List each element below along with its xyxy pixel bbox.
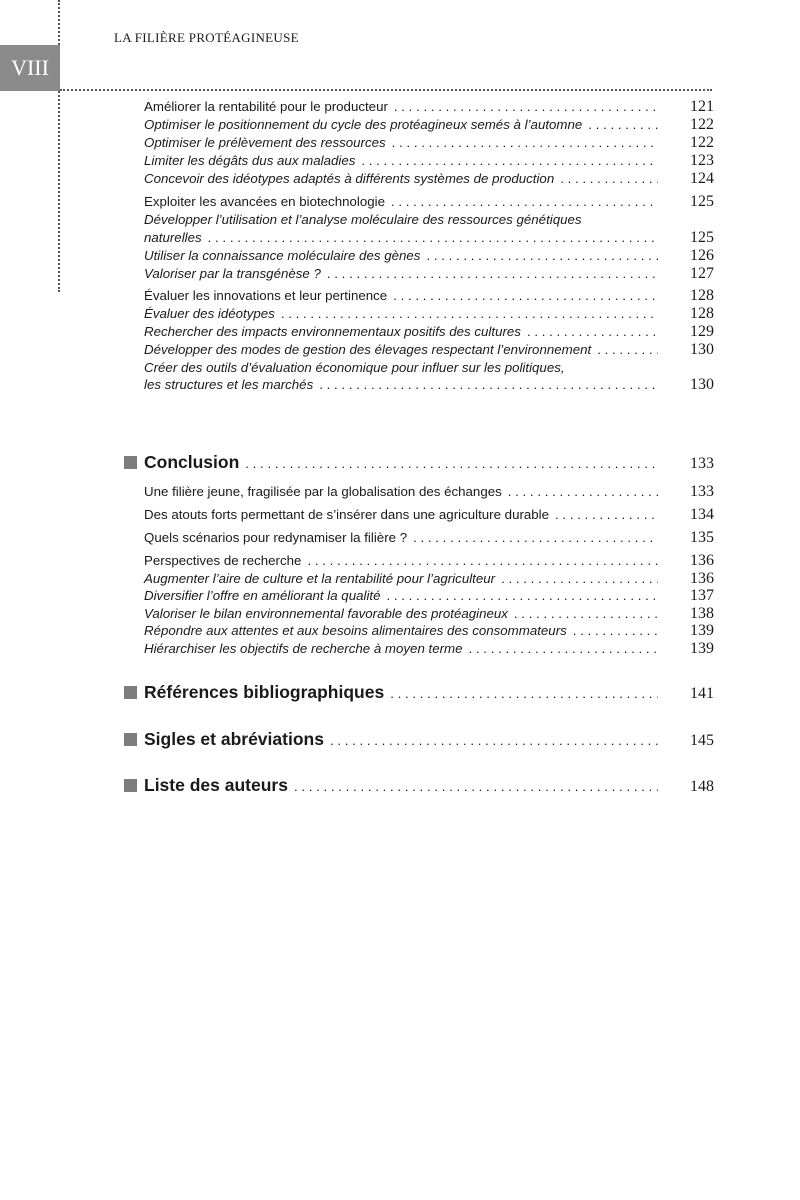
toc-section-references[interactable]: Références bibliographiques . . . 141 <box>124 682 714 703</box>
running-title: LA FILIÈRE PROTÉAGINEUSE <box>114 30 299 45</box>
toc-entry[interactable]: Perspectives de recherche . . . 136 <box>144 552 714 570</box>
toc-entry[interactable]: Rechercher des impacts environnementaux positifs des cultures . . . 129 <box>144 323 714 341</box>
toc-entry[interactable]: Évaluer des idéotypes . . . 128 <box>144 305 714 323</box>
square-bullet-icon <box>124 779 137 792</box>
toc-entry[interactable]: Limiter les dégâts dus aux maladies . . . 123 <box>144 152 714 170</box>
toc-entry-first-line: Créer des outils d’évaluation économique pour influer sur les politiques, <box>144 360 565 375</box>
toc-entry[interactable]: Valoriser par la transgénèse ? . . . 127 <box>144 265 714 283</box>
toc-entry[interactable]: Exploiter les avancées en biotechnologie . . . 125 <box>144 193 714 211</box>
square-bullet-icon <box>124 733 137 746</box>
toc-entry[interactable]: Augmenter l’aire de culture et la rentabilité pour l’agriculteur . . . 136 <box>144 570 714 588</box>
toc-entry[interactable]: Quels scénarios pour redynamiser la filière ? . . . 135 <box>144 529 714 547</box>
toc-entry[interactable]: Améliorer la rentabilité pour le producteur . . . 121 <box>144 98 714 116</box>
toc-entry[interactable]: Des atouts forts permettant de s’insérer dans une agriculture durable . . . 134 <box>144 506 714 524</box>
toc-entry[interactable]: naturelles . . . 125 <box>144 229 714 247</box>
toc-entry[interactable]: les structures et les marchés . . . 130 <box>144 376 714 394</box>
toc-section-abbreviations[interactable]: Sigles et abréviations . . . 145 <box>124 729 714 750</box>
margin-dotted-rule <box>58 0 60 292</box>
toc-section-authors[interactable]: Liste des auteurs . . . 148 <box>124 775 714 796</box>
toc-entry[interactable]: Concevoir des idéotypes adaptés à différents systèmes de production . . . 124 <box>144 170 714 188</box>
toc-entry-first-line: Développer l’utilisation et l’analyse moléculaire des ressources génétiques <box>144 212 582 227</box>
toc-entry[interactable]: Diversifier l’offre en améliorant la qualité . . . 137 <box>144 587 714 605</box>
toc-entry[interactable]: Hiérarchiser les objectifs de recherche à moyen terme . . . 139 <box>144 640 714 658</box>
header-dotted-rule <box>60 89 712 91</box>
toc-entry[interactable]: Répondre aux attentes et aux besoins alimentaires des consommateurs . . . 139 <box>144 622 714 640</box>
toc-section-conclusion[interactable]: Conclusion . . . 133 <box>124 452 714 473</box>
toc-entry[interactable]: Utiliser la connaissance moléculaire des gènes . . . 126 <box>144 247 714 265</box>
square-bullet-icon <box>124 686 137 699</box>
square-bullet-icon <box>124 456 137 469</box>
toc-entry[interactable]: Optimiser le positionnement du cycle des protéagineux semés à l’automne . . . 122 <box>144 116 714 134</box>
toc-entry[interactable]: Une filière jeune, fragilisée par la globalisation des échanges . . . 133 <box>144 483 714 501</box>
toc-entry[interactable]: Valoriser le bilan environnemental favorable des protéagineux . . . 138 <box>144 605 714 623</box>
toc-entry[interactable]: Évaluer les innovations et leur pertinence . . . 128 <box>144 287 714 305</box>
page-number-tab: VIII <box>0 45 60 91</box>
toc-entry[interactable]: Optimiser le prélèvement des ressources . . . 122 <box>144 134 714 152</box>
toc-entry[interactable]: Développer des modes de gestion des élevages respectant l’environnement . . . 130 <box>144 341 714 359</box>
